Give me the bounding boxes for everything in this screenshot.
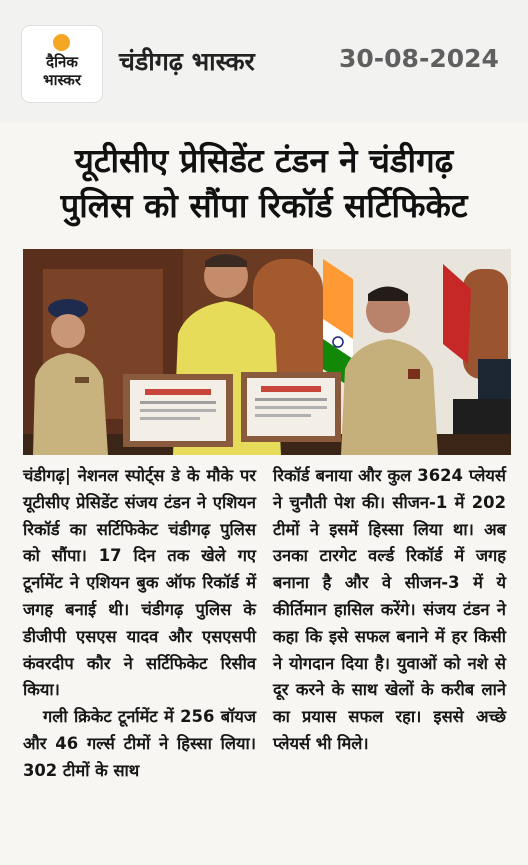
newspaper-header bbox=[0, 0, 528, 122]
article-paragraph: गली क्रिकेट टूर्नामेंट में 256 बॉयज और 46 गर्ल्स टीमों ने हिस्सा लिया। 302 टीमों के साथ bbox=[23, 707, 256, 780]
edition-name: चंडीगढ़ भास्कर bbox=[119, 47, 255, 76]
logo-text-line2: भास्कर bbox=[43, 71, 81, 89]
sun-icon bbox=[53, 34, 70, 51]
article-photo bbox=[23, 249, 511, 455]
article-paragraph: रिकॉर्ड बनाया और कुल 3624 प्लेयर्स ने चुनौती पेश की। सीजन-1 में 202 टीमों ने इसमें हिस्सा लिया था। अब उनका टारगेट वर्ल्ड रिकॉर्ड में जगह बनाना है और वे सीजन-3 में ये कीर्तिमान हासिल करेंगे। संजय टंडन ने कहा कि इसे सफल बनाने में हर किसी ने योगदान दिया है। युवाओं को नशे से दूर करने के साथ खेलों के करीब लाने का प्रयास सफल रहा। इससे अच्छे प्लेयर्स भी मिले। bbox=[273, 466, 506, 753]
photo-illustration bbox=[23, 249, 511, 455]
dainik-bhaskar-logo bbox=[22, 26, 102, 102]
headline-line-1: यूटीसीए प्रेसिडेंट टंडन ने चंडीगढ़ bbox=[74, 141, 454, 180]
edition-date: 30-08-2024 bbox=[339, 44, 499, 73]
headline-line-2: पुलिस को सौंपा रिकॉर्ड सर्टिफिकेट bbox=[60, 186, 468, 225]
article-column-left bbox=[23, 463, 256, 785]
logo-text-line1: दैनिक bbox=[46, 53, 78, 71]
article-headline bbox=[8, 138, 520, 228]
article-column-right bbox=[273, 463, 506, 758]
article-paragraph: चंडीगढ़| नेशनल स्पोर्ट्स डे के मौके पर यूटीसीए प्रेसिडेंट संजय टंडन ने एशियन रिकॉर्ड का सर्टिफिकेट चंडीगढ़ पुलिस को सौंपा। 17 दिन तक खेले गए टूर्नामेंट ने एशियन बुक ऑफ रिकॉर्ड में जगह बनाई थी। चंडीगढ़ पुलिस के डीजीपी एसएस यादव और एसएसपी कंवरदीप कौर ने सर्टिफिकेट रिसीव किया। bbox=[23, 466, 256, 700]
